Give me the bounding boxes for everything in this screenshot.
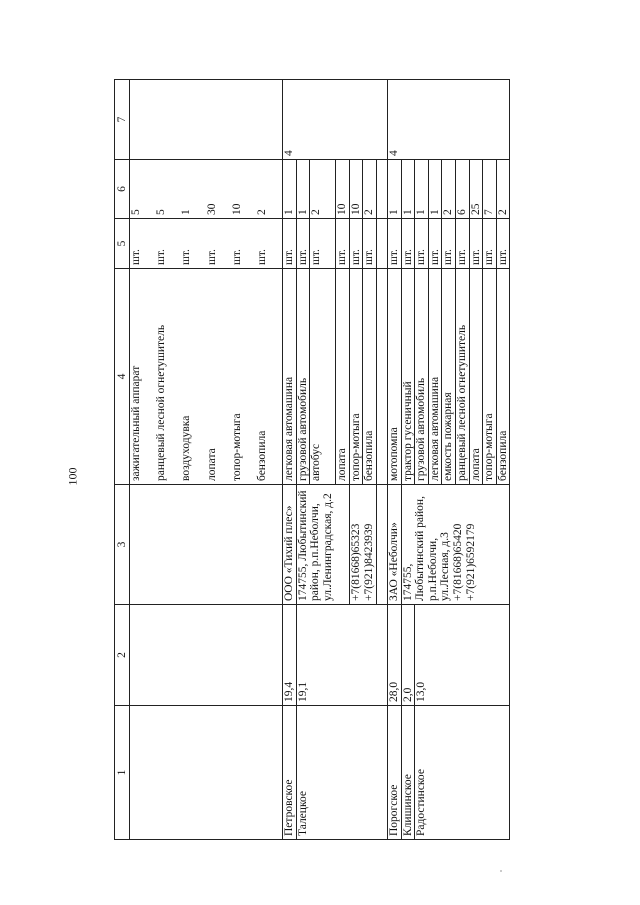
- item-unit: шт.: [469, 219, 483, 269]
- col-header-3: 3: [115, 485, 130, 605]
- item-unit: шт.: [483, 219, 497, 269]
- item-unit: шт.: [296, 219, 310, 269]
- item-name: емкость пожарная: [442, 269, 456, 485]
- item-unit: шт.: [415, 219, 429, 269]
- item-unit: шт.: [180, 249, 193, 265]
- item-unit: шт.: [155, 249, 168, 265]
- group2-col7: 4: [387, 80, 509, 160]
- col-header-5: 5: [115, 219, 130, 269]
- group2-row2: [401, 80, 415, 840]
- spacer-cell: [376, 269, 387, 485]
- settlement-name: Петровское: [283, 706, 297, 840]
- group1-col7: 4: [283, 80, 388, 160]
- settlement-distance: 13,0: [415, 605, 510, 706]
- item-qty: 1: [401, 160, 415, 219]
- settlement-name: Радостинское: [415, 706, 510, 840]
- item-name: лопата: [336, 269, 350, 485]
- settlement-distance: 19,1: [296, 605, 387, 706]
- item-qty: 25: [469, 160, 483, 219]
- item-name: ранцевый лесной огнетушитель: [455, 269, 469, 485]
- cont-items: [130, 269, 283, 485]
- item-name: топор-мотыга: [349, 269, 363, 485]
- item-qty: 2: [496, 160, 510, 219]
- item-unit: шт.: [310, 219, 336, 269]
- col-header-6: 6: [115, 160, 130, 219]
- item-unit: шт.: [363, 219, 377, 269]
- cont-col3: [130, 485, 283, 605]
- group1-row2: [296, 80, 310, 840]
- item-unit: шт.: [401, 219, 415, 269]
- item-qty: 7: [483, 160, 497, 219]
- settlement-distance: 19,4: [283, 605, 297, 706]
- org-phone-1: +7(81668)65420: [451, 523, 464, 601]
- spacer-cell: [376, 160, 387, 219]
- settlement-name: Талецкое: [296, 706, 387, 840]
- item-name: легковая автомашина: [283, 269, 297, 485]
- item-qty: 10: [349, 160, 363, 219]
- cont-qty: [130, 160, 283, 219]
- item-qty: 10: [336, 160, 350, 219]
- item-unit: шт.: [428, 219, 442, 269]
- item-name: трактор гусеничный: [401, 269, 415, 485]
- item-name: легковая автомашина: [428, 269, 442, 485]
- settlement-name: Клишинское: [401, 706, 415, 840]
- item-qty: 1: [296, 160, 310, 219]
- col-header-7: 7: [115, 80, 130, 160]
- item-qty: 2: [363, 160, 377, 219]
- item-qty: 2: [310, 160, 336, 219]
- org-address: 174755, Любытинский район, р.п.Неболчи, ул.Ленинградская, д.2: [296, 485, 349, 605]
- item-name: бензопила: [255, 430, 268, 481]
- item-unit: шт.: [349, 219, 363, 269]
- group2-row1: [387, 80, 401, 840]
- spacer-cell: [376, 485, 387, 605]
- item-qty: 2: [255, 209, 268, 215]
- item-name: грузовой автомобиль: [296, 269, 310, 485]
- item-unit: шт.: [230, 249, 243, 265]
- spacer-cell: [376, 219, 387, 269]
- header-row: [115, 80, 130, 840]
- item-name: воздуходувка: [180, 415, 193, 481]
- item-unit: шт.: [442, 219, 456, 269]
- col-header-2: 2: [115, 605, 130, 706]
- item-unit: шт.: [255, 249, 268, 265]
- col-header-4: 4: [115, 269, 130, 485]
- item-unit: шт.: [336, 219, 350, 269]
- item-qty: 2: [442, 160, 456, 219]
- item-qty: 1: [180, 209, 193, 215]
- cont-col7: [130, 80, 283, 160]
- settlement-distance: 2,0: [401, 605, 415, 706]
- cont-col1: [130, 706, 283, 840]
- item-qty: 30: [205, 203, 218, 215]
- rotated-table-container: [114, 80, 556, 840]
- org-contacts: [401, 485, 510, 605]
- group1-row1: [283, 80, 297, 840]
- cont-units: [130, 219, 283, 269]
- item-name: бензопила: [363, 269, 377, 485]
- item-unit: шт.: [455, 219, 469, 269]
- equipment-table: [114, 79, 510, 840]
- item-qty: 5: [155, 209, 168, 215]
- item-qty: 6: [455, 160, 469, 219]
- item-name: автобус: [310, 269, 336, 485]
- item-qty: 1: [387, 160, 401, 219]
- item-qty: 1: [415, 160, 429, 219]
- group2-row3: [415, 80, 429, 840]
- item-name: бензопила: [496, 269, 510, 485]
- item-qty: 1: [283, 160, 297, 219]
- org-phone-1: +7(81668)65323: [349, 485, 363, 605]
- item-unit: шт.: [496, 219, 510, 269]
- item-name: зажигательный аппарат: [130, 365, 142, 481]
- org-name: ЗАО «Неболчи»: [387, 485, 401, 605]
- item-name: мотопомпа: [387, 269, 401, 485]
- continuation-block: [130, 80, 283, 840]
- item-unit: шт.: [130, 249, 142, 265]
- org-phone-2: +7(921)6592179: [464, 523, 477, 601]
- item-name: топор-мотыга: [483, 269, 497, 485]
- item-name: лопата: [469, 269, 483, 485]
- item-qty: 5: [130, 209, 142, 215]
- settlement-name: Порогское: [387, 706, 401, 840]
- item-unit: шт.: [205, 249, 218, 265]
- item-name: грузовой автомобиль: [415, 269, 429, 485]
- org-address-line2: Любытинский район, р.п.Неболчи, ул.Лесная, д.3: [414, 496, 452, 601]
- item-qty: 1: [428, 160, 442, 219]
- col-header-1: 1: [115, 706, 130, 840]
- org-phone-2: +7(921)8423939: [363, 485, 377, 605]
- settlement-distance: 28,0: [387, 605, 401, 706]
- item-name: ранцевый лесной огнетушитель: [155, 324, 168, 481]
- scan-speck: [500, 870, 502, 872]
- org-name: ООО «Тихий плес»: [283, 485, 297, 605]
- cont-col2: [130, 605, 283, 706]
- page-number: 100: [65, 467, 80, 485]
- item-name: топор-мотыга: [230, 413, 243, 481]
- item-name: лопата: [205, 448, 218, 481]
- item-unit: шт.: [283, 219, 297, 269]
- item-qty: 10: [230, 203, 243, 215]
- item-unit: шт.: [387, 219, 401, 269]
- org-address-line1: 174755,: [401, 563, 414, 601]
